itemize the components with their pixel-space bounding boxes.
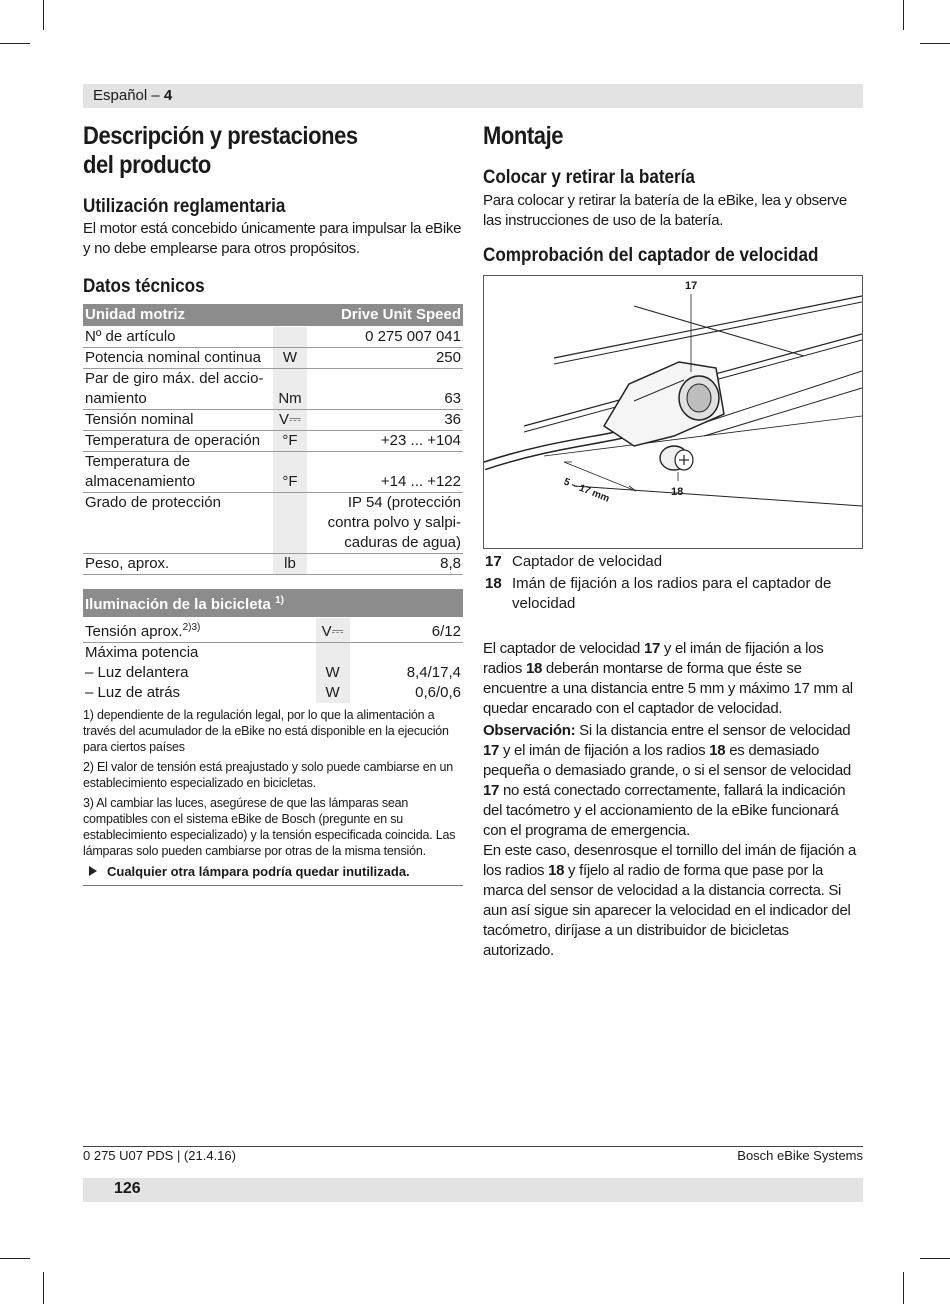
table-row — [83, 452, 463, 493]
crop-mark — [43, 0, 44, 30]
page-number: 126 — [114, 1180, 141, 1197]
row-value-line: caduras de agua) — [344, 534, 461, 551]
legend-number: 17 — [485, 553, 502, 570]
footer-rule — [83, 1146, 863, 1147]
row-label: Máxima potencia — [85, 644, 199, 661]
tech-table-drive-unit — [83, 304, 463, 575]
row-value: 0 275 007 041 — [307, 327, 463, 348]
page-number-bar — [83, 1178, 863, 1202]
row-value: 8,8 — [307, 554, 463, 575]
footnote-3: 3) Al cambiar las luces, asegúrese de que las lámparas sean compatibles con el sistema eBike de Bosch (pregunte en su establecimiento especializado) y la tensión especificada coincida. Las lámparas solo pueden cambiarse por otras de la misma tensión. — [83, 796, 456, 858]
tech-heading: Datos técnicos — [83, 276, 205, 297]
crop-mark — [920, 43, 950, 44]
section-title-line2: del producto — [83, 151, 211, 179]
table-row — [83, 643, 463, 664]
table-header-row — [83, 589, 463, 618]
speed-sensor-illustration — [484, 276, 862, 548]
table-row — [83, 618, 463, 643]
row-unit — [273, 327, 307, 348]
row-label: Potencia nominal continua — [83, 348, 273, 369]
right-column — [483, 122, 863, 961]
figure-legend — [483, 552, 863, 614]
footnote-1: 1) dependiente de la regulación legal, por lo que la alimentación a través del acumulador de la eBike no está disponible en la ejecución para ciertos países — [83, 708, 449, 754]
legend-text: Imán de fijación a los radios para el captador de velocidad — [512, 575, 832, 612]
header-page-number: 4 — [163, 87, 173, 104]
section-title-line1: Descripción y prestaciones — [83, 122, 358, 150]
row-unit: °F — [273, 452, 307, 493]
header-separator: – — [147, 87, 164, 104]
use-heading: Utilización reglamentaria — [83, 196, 286, 217]
row-label: Par de giro máx. del accio-namiento — [83, 369, 273, 410]
adjustment-paragraph: En este caso, desenrosque el tornillo del imán de fijación a los radios 18 y fíjelo al radio de forma que pase por la marca del sensor de velocidad a la distancia correcta. Si aun así sigue sin aparecer la velocidad en el indicador del tacómetro, diríjase a un distribuidor de bicicletas autorizado. — [483, 842, 857, 959]
row-label: Peso, aprox. — [83, 554, 273, 575]
row-unit: W — [316, 683, 350, 703]
section-title — [83, 122, 417, 180]
table-row — [83, 327, 463, 348]
row-label: Temperatura de almacenamiento — [83, 452, 273, 493]
table-row — [83, 554, 463, 575]
row-label — [83, 618, 316, 643]
warning-note — [83, 863, 463, 886]
battery-heading: Colocar y retirar la batería — [483, 167, 695, 188]
footnote-ref: 1) — [275, 595, 284, 606]
tech-table-lighting — [83, 589, 463, 703]
row-value: +14 ... +122 — [307, 452, 463, 493]
footnote-2: 2) El valor de tensión está preajustado y solo puede cambiarse en un establecimiento especializado en bicicletas. — [83, 760, 453, 790]
row-label: – Luz delantera — [85, 664, 189, 681]
sensor-heading: Comprobación del captador de velocidad — [483, 245, 819, 266]
row-value-line: IP 54 (protección — [347, 494, 461, 511]
row-value: 250 — [307, 348, 463, 369]
row-value: +23 ... +104 — [307, 431, 463, 452]
row-value — [350, 643, 463, 664]
row-value: 0,6/0,6 — [415, 684, 461, 701]
left-column — [83, 122, 463, 886]
crop-mark — [0, 43, 30, 44]
row-value-line: contra polvo y salpi- — [327, 514, 461, 531]
legend-number: 18 — [485, 575, 502, 592]
row-value: 8,4/17,4 — [406, 664, 461, 681]
table-header-row — [83, 304, 463, 327]
legend-item — [483, 574, 863, 614]
row-unit: V⎓ — [316, 618, 350, 643]
triangle-bullet-icon — [89, 866, 97, 876]
row-value — [307, 493, 463, 554]
lighting-title: Iluminación de la bicicleta — [85, 596, 271, 613]
table-row — [83, 369, 463, 410]
legend-item — [483, 552, 863, 572]
figure-distance-label: 5 – 17 mm — [561, 476, 611, 505]
table-header-label — [83, 589, 463, 618]
row-unit: W — [316, 663, 350, 683]
crop-mark — [0, 1258, 30, 1259]
figure-label-17: 17 — [685, 280, 698, 292]
row-label: Tensión nominal — [83, 410, 273, 431]
row-unit: W — [273, 348, 307, 369]
row-unit — [273, 493, 307, 554]
row-label: Temperatura de operación — [83, 431, 273, 452]
crop-mark — [43, 1272, 44, 1304]
table-row — [83, 493, 463, 554]
battery-text: Para colocar y retirar la batería de la eBike, lea y observe las instrucciones de uso de la batería. — [483, 192, 847, 229]
row-label-text: Tensión aprox. — [85, 623, 183, 640]
row-label: – Luz de atrás — [85, 684, 181, 701]
table-row — [83, 683, 463, 703]
figure-label-18: 18 — [671, 486, 684, 498]
header-language: Español — [93, 87, 148, 104]
table-row — [83, 431, 463, 452]
footnote-ref: 2)3) — [182, 622, 201, 633]
table-header-value: Drive Unit Speed — [307, 304, 463, 327]
row-unit: Nm — [273, 369, 307, 410]
footer-brand: Bosch eBike Systems — [737, 1148, 863, 1163]
mount-title: Montaje — [483, 122, 564, 150]
table-row — [83, 410, 463, 431]
table-header-label: Unidad motriz — [83, 304, 273, 327]
observation-paragraph: Observación: Si la distancia entre el sensor de velocidad 17 y el imán de fijación a los radios 18 es demasiado pequeña o demasiado grande, o si el sensor de velocidad 17 no está conectado correctamente, fallará la indicación del tacómetro y el accionamiento de la eBike funcionará con el programa de emergencia. — [483, 722, 851, 839]
warning-text: Cualquier otra lámpara podría quedar inutilizada. — [107, 864, 410, 879]
use-text: El motor está concebido únicamente para impulsar la eBike y no debe emplearse para otros propósitos. — [83, 220, 462, 257]
crop-mark — [903, 0, 904, 30]
row-unit — [316, 643, 350, 664]
table-row — [83, 348, 463, 369]
row-label: Grado de protección — [83, 493, 273, 554]
row-value: 36 — [307, 410, 463, 431]
row-unit: V⎓ — [273, 410, 307, 431]
row-value: 6/12 — [350, 618, 463, 643]
row-unit: lb — [273, 554, 307, 575]
table-header-unit — [273, 304, 307, 327]
crop-mark — [903, 1272, 904, 1304]
legend-text: Captador de velocidad — [512, 553, 663, 570]
table-row — [83, 663, 463, 683]
crop-mark — [920, 1258, 950, 1259]
speed-sensor-figure — [483, 275, 863, 549]
row-unit: °F — [273, 431, 307, 452]
running-header — [83, 84, 863, 108]
distance-paragraph: El captador de velocidad 17 y el imán de fijación a los radios 18 deberán montarse de forma que éste se encuentre a una distancia entre 5 mm y máximo 17 mm al quedar encarado con el captador de velocidad. — [483, 640, 853, 717]
footer-doc-id: 0 275 U07 PDS | (21.4.16) — [83, 1148, 236, 1163]
row-value: 63 — [307, 369, 463, 410]
row-label: Nº de artículo — [83, 327, 273, 348]
